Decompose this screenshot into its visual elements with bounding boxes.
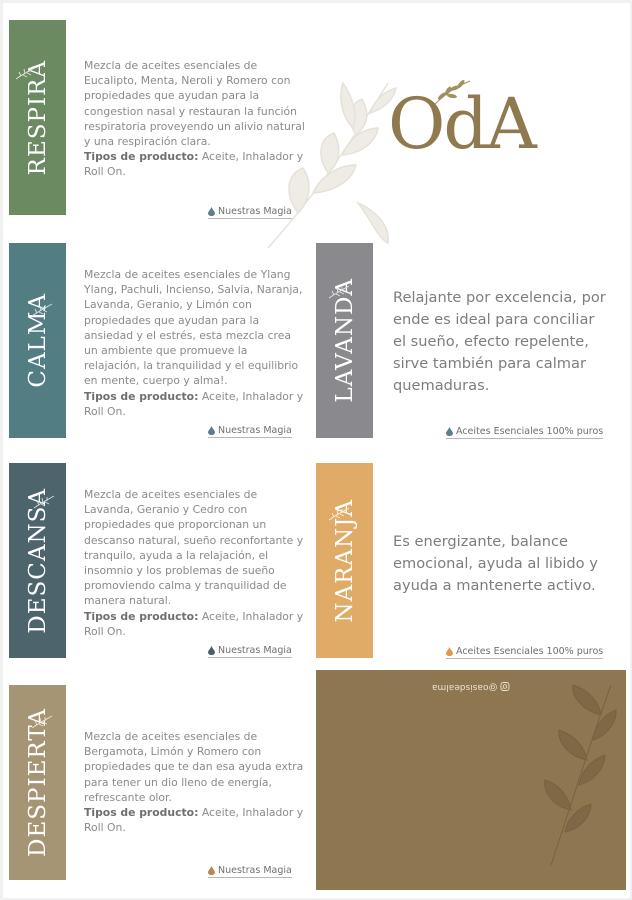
lavanda-oils-link[interactable]: Aceites Esenciales 100% puros (446, 426, 603, 439)
brand-logo: OdA (388, 83, 535, 165)
despierta-magic-link[interactable]: Nuestras Magia (208, 865, 292, 878)
drop-icon (208, 426, 215, 435)
tab-label-descansa: DESCANSA (24, 487, 51, 634)
leaf-sprig-icon (33, 495, 55, 509)
leaf-sprig-icon (328, 507, 350, 521)
descansa-description: Mezcla de aceites esenciales de Lavanda, Geranio y Cedro con propiedades que proporcionan un descanso natural, sueño reconfortante y tranquilo, ayuda a la relajación, el insomnio y los problemas de sueño promoviendo calma y tranquilidad de manera natural. Tipos de producto: Aceite, Inhalador y Roll On. (84, 488, 304, 638)
drop-icon (446, 427, 453, 436)
drop-icon (446, 647, 453, 656)
naranja-oils-link[interactable]: Aceites Esenciales 100% puros (446, 646, 603, 659)
respira-magic-link[interactable]: Nuestras Magia (208, 206, 292, 219)
tab-lavanda (316, 243, 373, 438)
drop-icon (208, 646, 215, 655)
respira-description: Mezcla de aceites esenciales de Eucalipto, Menta, Neroli y Romero con propiedades que ayudan para la congestion nasal y restauran la función respiratoria proveyendo un alivio natural y una respiración clara. Tipos de producto: Aceite, Inhalador y Roll On. (84, 59, 305, 179)
tab-descansa (9, 463, 66, 658)
tab-label-respira: RESPIRA (24, 59, 51, 176)
lavanda-description: Relajante por excelencia, por ende es ideal para conciliar el sueño, efecto repelente, sirve también para calmar quemaduras. (393, 289, 606, 394)
tab-naranja (316, 463, 373, 658)
brand-panel (316, 670, 626, 890)
tab-label-despierta: DESPIERTA (24, 708, 51, 857)
drop-icon (208, 207, 215, 216)
calma-description: Mezcla de aceites esenciales de Ylang Ylang, Pachuli, Incienso, Salvia, Naranja, Lavanda, Geranio, y Limón con propiedades que ayudan para la ansiedad y el estrés, esta mezcla crea un ambiente que promueve la relajación, la tranquilidad y el equilibrio en mente, cuerpo y alma!. Tipos de producto: Aceite, Inhalador y Roll On. (84, 268, 304, 418)
despierta-description: Mezcla de aceites esenciales de Bergamota, Limón y Romero con propiedades que te dan esa ayuda extra para tener un dio lleno de energía, refrescante olor. Tipos de producto: Aceite, Inhalador y Roll On. (84, 730, 304, 835)
naranja-description: Es energizante, balance emocional, ayuda al libido y ayuda a mantenerte activo. (393, 533, 598, 594)
tab-label-lavanda: LAVANDA (331, 278, 358, 403)
leaf-sprig-icon (31, 303, 53, 317)
leaf-sprig-icon (328, 285, 350, 299)
tab-label-calma: CALMA (24, 293, 51, 388)
leaf-sprig-icon (15, 66, 37, 80)
descansa-magic-link[interactable]: Nuestras Magia (208, 645, 292, 658)
tab-label-naranja: NARANJA (331, 498, 358, 623)
drop-icon (208, 866, 215, 875)
branch-illustration-icon (521, 680, 621, 870)
calma-magic-link[interactable]: Nuestras Magia (208, 425, 292, 438)
tab-respira (9, 20, 66, 215)
leaf-sprig-icon (31, 715, 53, 729)
tab-calma (9, 243, 66, 438)
instagram-icon (500, 683, 509, 692)
instagram-handle[interactable]: @oasisdealma (432, 682, 509, 692)
